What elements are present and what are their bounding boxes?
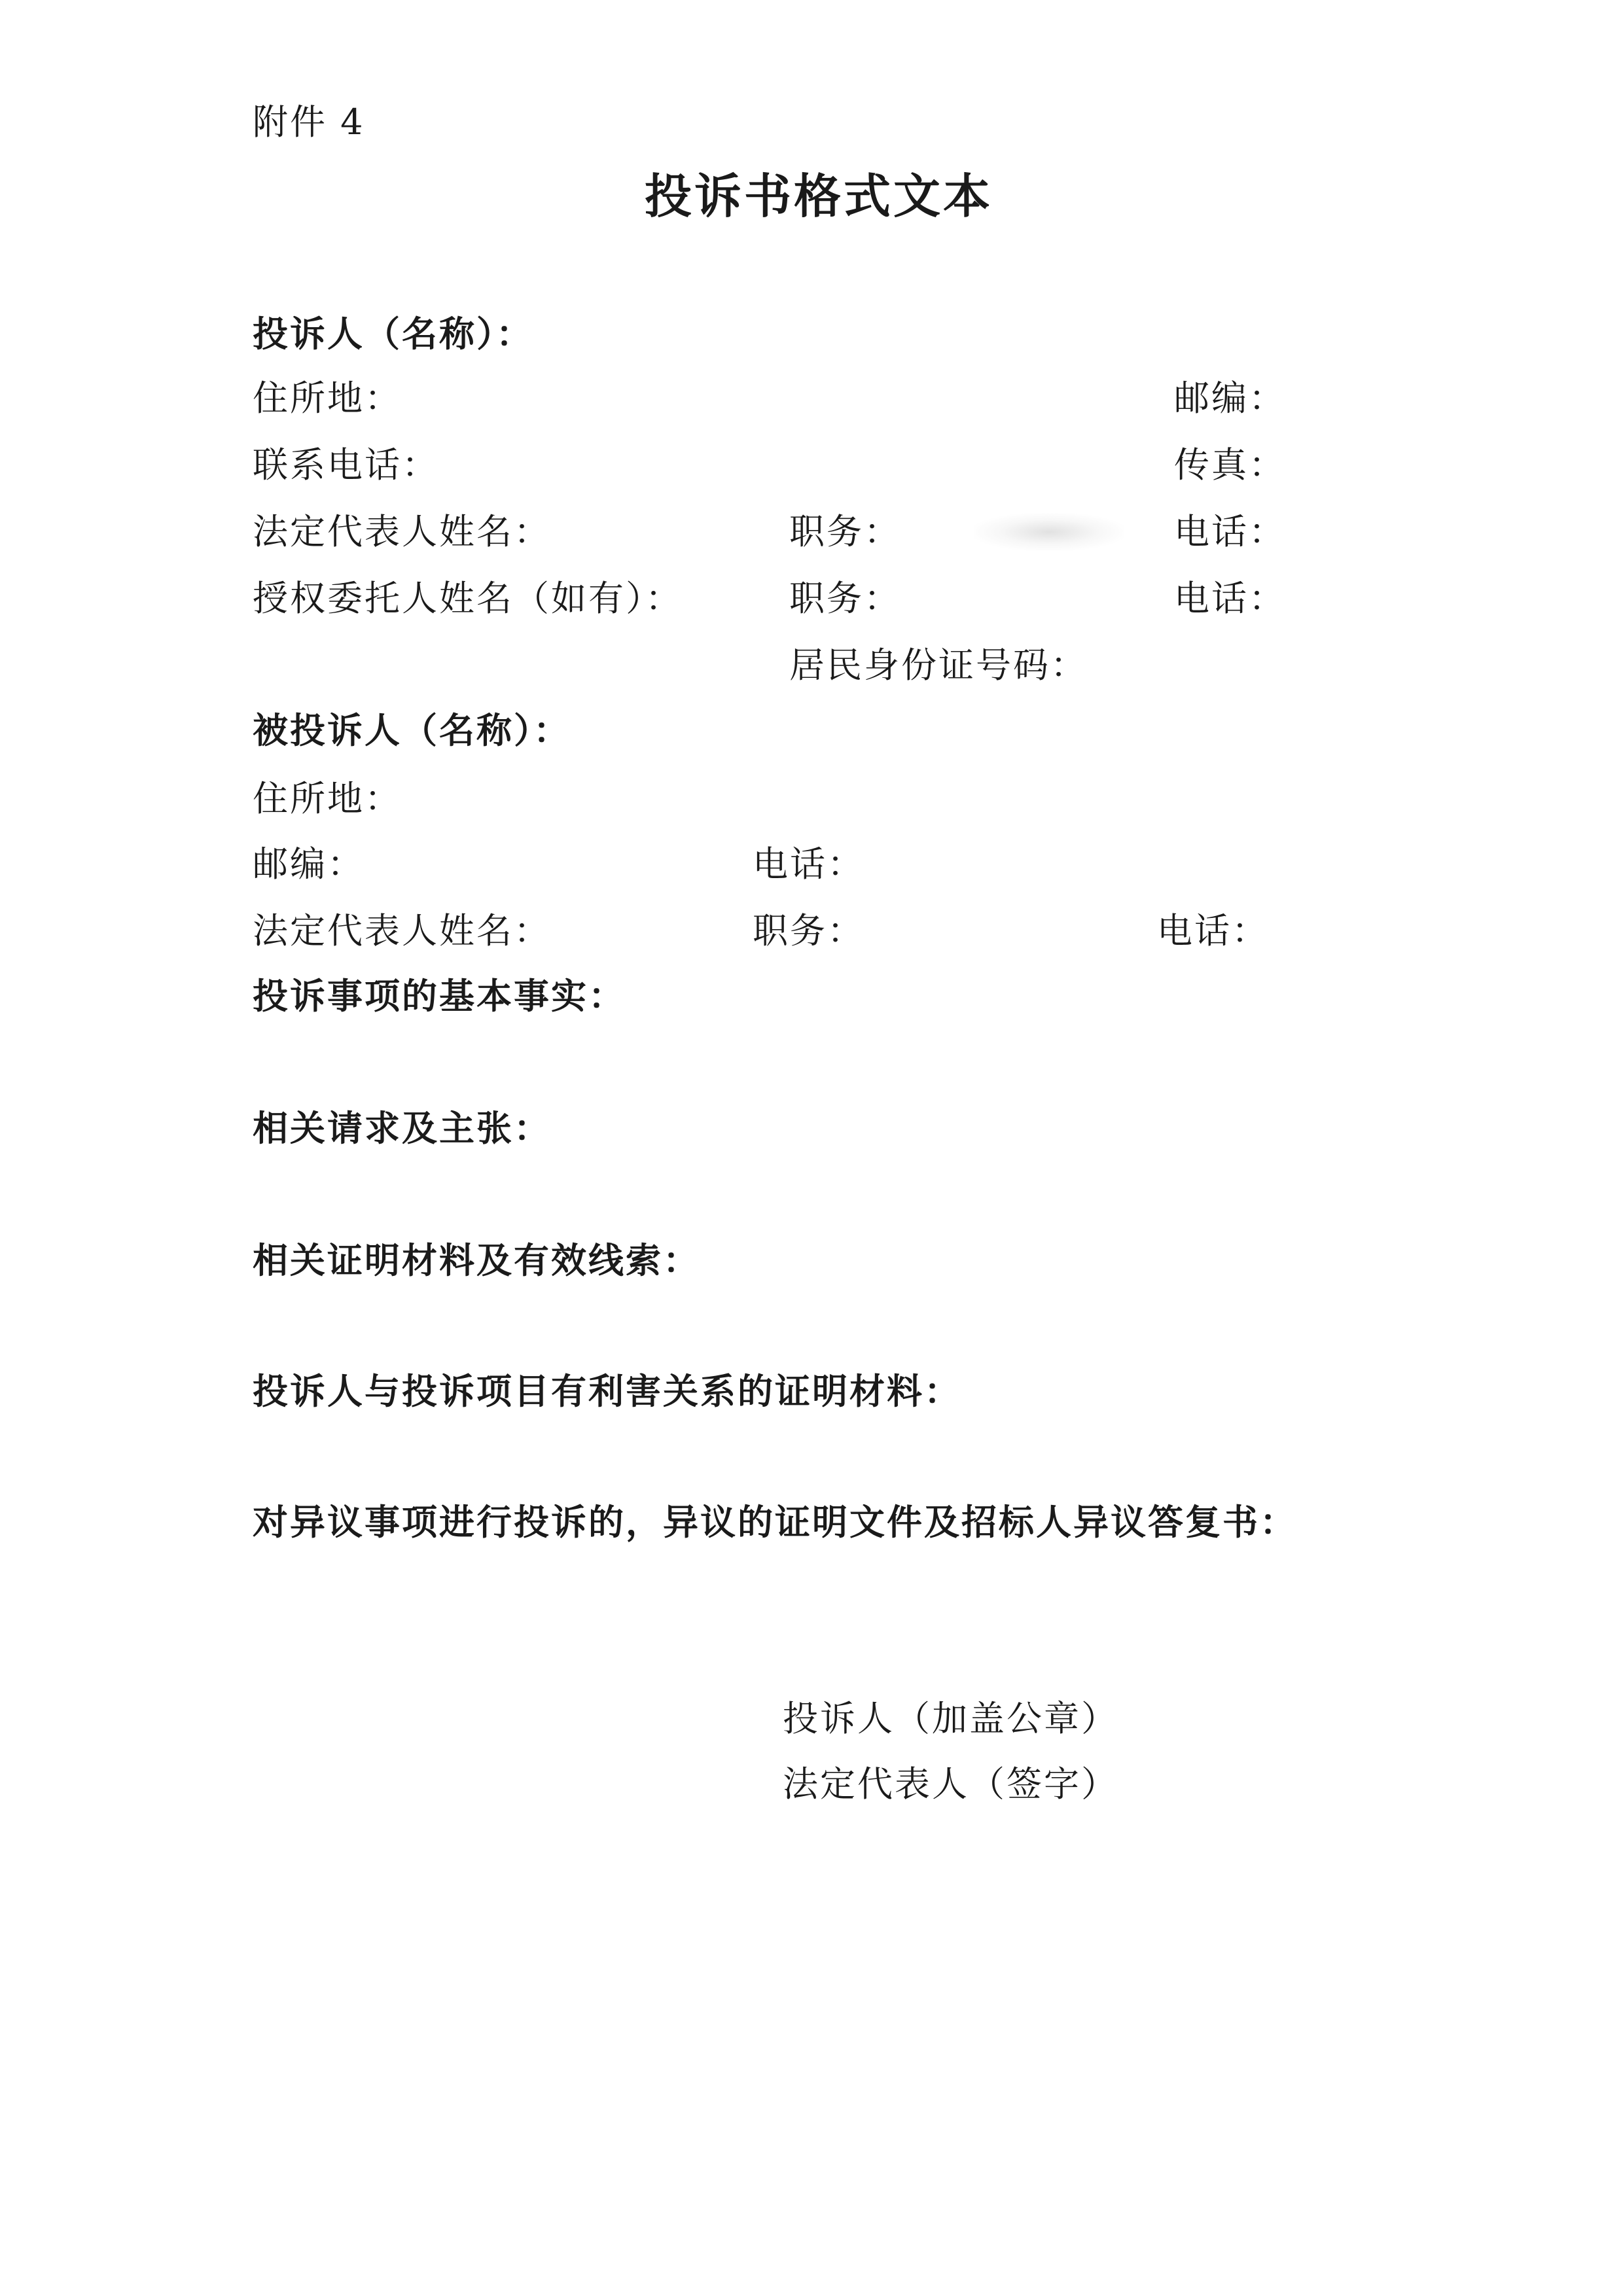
section-basic-facts: 投诉事项的基本事实： [253, 976, 626, 1017]
respondent-legal-rep-position-label: 职务： [753, 910, 865, 951]
signature-legal-rep: 法定代表人（签字） [783, 1763, 1118, 1805]
respondent-phone-label: 电话： [753, 843, 865, 885]
complainant-agent-id-label: 居民身份证号码： [789, 645, 1088, 686]
attachment-label: 附件 4 [253, 101, 365, 143]
scan-smudge [974, 513, 1124, 551]
respondent-heading: 被投诉人（名称）： [253, 710, 571, 751]
complainant-agent-name-label: 授权委托人姓名（如有）： [253, 578, 683, 619]
complainant-legal-rep-phone-label: 电话： [1174, 511, 1286, 552]
respondent-legal-rep-phone-label: 电话： [1157, 910, 1269, 951]
respondent-postcode-label: 邮编： [253, 843, 365, 885]
complainant-fax-label: 传真： [1174, 444, 1286, 486]
section-objection-docs: 对异议事项进行投诉的，异议的证明文件及招标人异议答复书： [253, 1502, 1297, 1543]
complainant-legal-rep-position-label: 职务： [789, 511, 901, 552]
page-title: 投诉书格式文本 [645, 169, 993, 224]
respondent-legal-rep-name-label: 法定代表人姓名： [253, 910, 551, 951]
section-evidence: 相关证明材料及有效线索： [253, 1240, 700, 1281]
complainant-legal-rep-name-label: 法定代表人姓名： [253, 511, 551, 552]
complainant-address-label: 住所地： [253, 378, 402, 419]
respondent-address-label: 住所地： [253, 778, 402, 819]
complainant-agent-position-label: 职务： [789, 578, 901, 619]
signature-complainant-seal: 投诉人（加盖公章） [783, 1698, 1118, 1739]
complainant-heading: 投诉人（名称）： [253, 313, 533, 355]
section-requests: 相关请求及主张： [253, 1108, 551, 1149]
complainant-postcode-label: 邮编： [1174, 378, 1286, 419]
complainant-phone-label: 联系电话： [253, 444, 439, 486]
section-interest-proof: 投诉人与投诉项目有利害关系的证明材料： [253, 1371, 961, 1412]
complainant-agent-phone-label: 电话： [1174, 578, 1286, 619]
